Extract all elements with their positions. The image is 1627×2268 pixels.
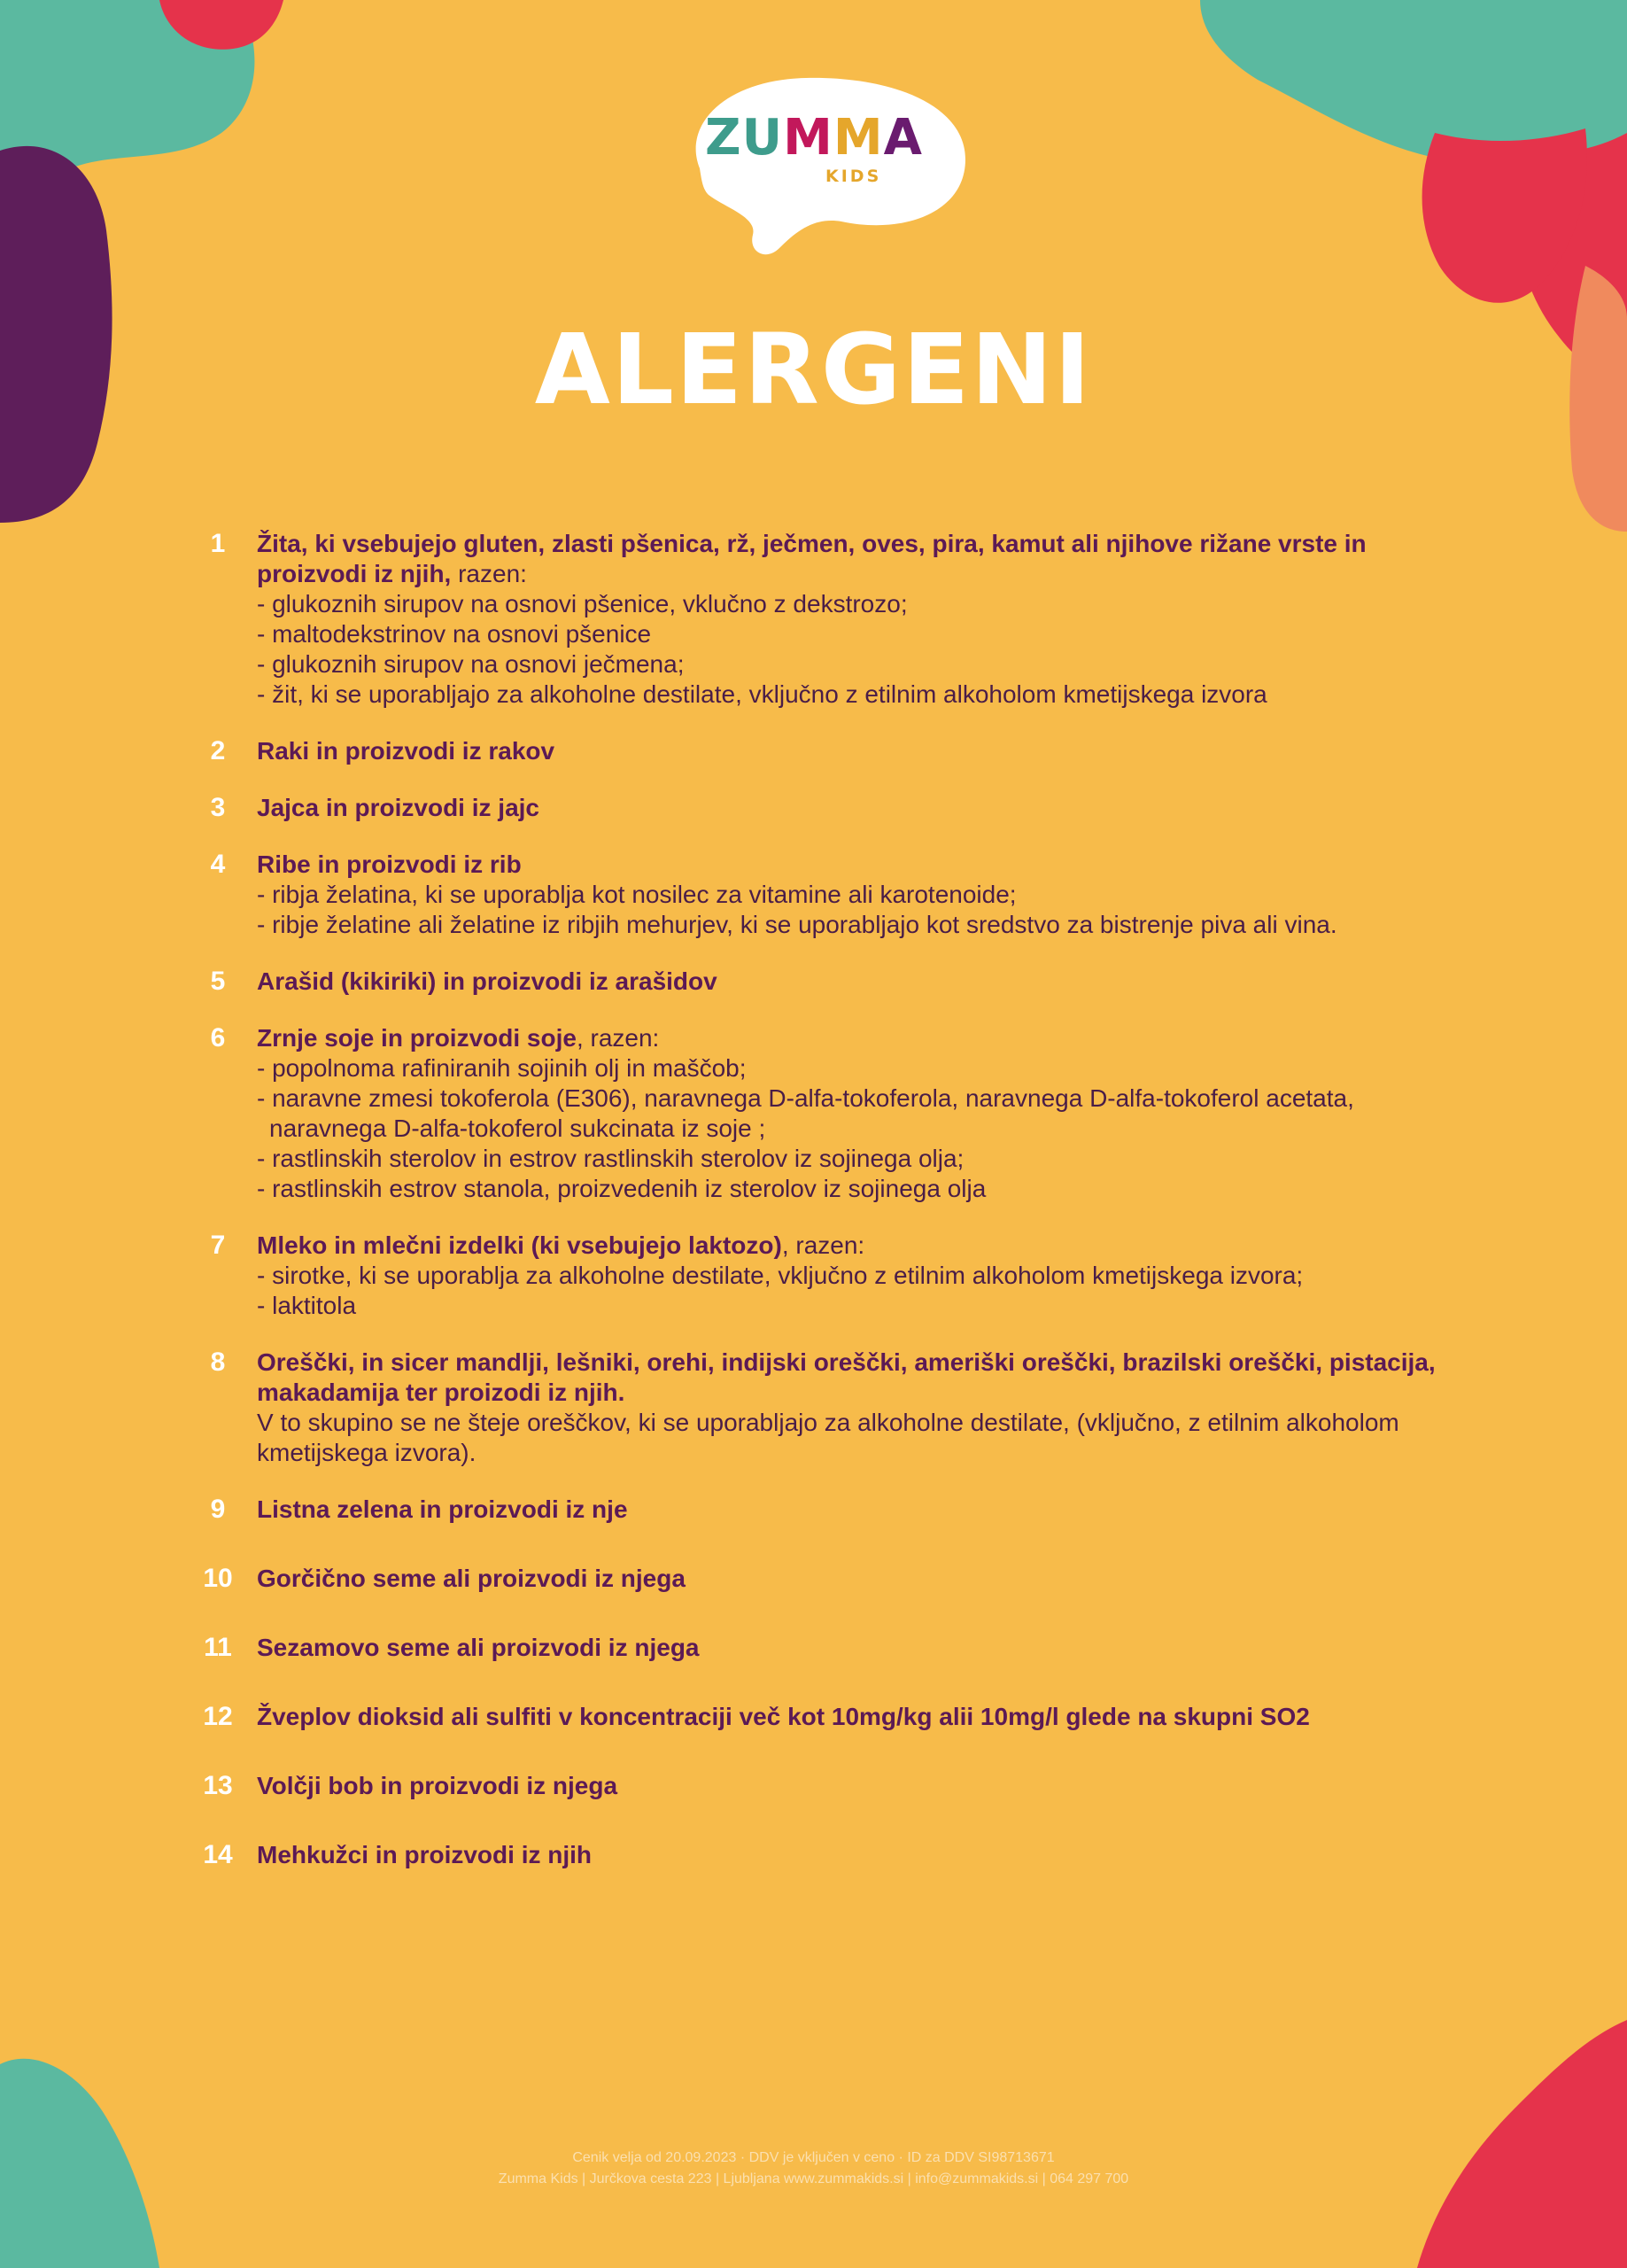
- allergen-title: Jajca in proizvodi iz jajc: [257, 794, 539, 821]
- allergen-item: [195, 1231, 1470, 1321]
- allergen-item: [195, 736, 1470, 766]
- logo-letter: Z: [705, 109, 742, 167]
- allergen-title: Mleko in mlečni izdelki (ki vsebujejo laktozo): [257, 1231, 782, 1259]
- allergen-item: [195, 1633, 1470, 1663]
- zumma-kids-logo: [673, 71, 974, 257]
- footer-pricing-note: Cenik velja od 20.09.2023 · DDV je vključen v ceno · ID za DDV SI98713671: [572, 2150, 1055, 2165]
- allergen-number: 4: [210, 850, 226, 879]
- allergen-detail-line: - rastlinskih estrov stanola, proizvedenih iz sterolov iz sojinega olja: [257, 1175, 987, 1202]
- allergen-item: [195, 850, 1470, 940]
- allergen-item: [195, 1348, 1470, 1468]
- logo-letter: M: [833, 109, 884, 167]
- allergen-item: [195, 967, 1470, 997]
- allergen-detail-line: - ribja želatina, ki se uporablja kot nosilec za vitamine ali karotenoide;: [257, 881, 1017, 908]
- allergen-detail-line: - laktitola: [257, 1292, 357, 1319]
- allergen-number: 11: [204, 1633, 232, 1662]
- footer-contact-info: Zumma Kids | Jurčkova cesta 223 | Ljubljana www.zummakids.si | info@zummakids.si | 064 297 700: [498, 2171, 1129, 2186]
- allergen-number: 5: [210, 967, 226, 996]
- allergen-detail-line: naravnega D-alfa-tokoferol sukcinata iz soje ;: [269, 1115, 766, 1142]
- allergen-title: Žveplov dioksid ali sulfiti v koncentraciji več kot 10mg/kg alii 10mg/l glede na skupni SO2: [257, 1703, 1310, 1730]
- allergen-title: Mehkužci in proizvodi iz njih: [257, 1841, 593, 1868]
- allergen-title: Arašid (kikiriki) in proizvodi iz arašidov: [257, 967, 717, 995]
- allergen-number: 10: [203, 1564, 233, 1593]
- allergen-item: [195, 1495, 1470, 1525]
- allergen-number: 14: [203, 1840, 233, 1869]
- allergen-suffix: , razen:: [781, 1231, 865, 1259]
- logo-letter: A: [883, 109, 923, 167]
- allergen-suffix: , razen:: [576, 1024, 660, 1052]
- allergen-item: [195, 793, 1470, 823]
- allergen-detail-line: - popolnoma rafiniranih sojinih olj in maščob;: [257, 1054, 747, 1082]
- allergen-number: 9: [210, 1495, 226, 1524]
- logo-letter: M: [783, 109, 833, 167]
- allergen-detail-line: - ribje želatine ali želatine iz ribjih mehurjev, ki se uporabljajo kot sredstvo za bistrenje piva ali vina.: [257, 911, 1337, 938]
- allergen-title: Zrnje soje in proizvodi soje: [257, 1024, 577, 1052]
- allergen-title: Žita, ki vsebujejo gluten, zlasti pšenica, rž, ječmen, oves, pira, kamut ali njihove rižane vrste in proizvodi iz njih,: [257, 530, 1367, 587]
- allergen-number: 13: [203, 1771, 233, 1800]
- page-title: ALERGENI: [534, 313, 1093, 426]
- allergen-number: 8: [210, 1348, 226, 1377]
- allergen-title: Sezamovo seme ali proizvodi iz njega: [257, 1634, 700, 1661]
- allergen-item: [195, 1771, 1470, 1801]
- allergen-number: 6: [210, 1023, 226, 1052]
- allergen-title: Oreščki, in sicer mandlji, lešniki, orehi, indijski oreščki, ameriški oreščki, brazilski oreščki, pistacija, makadamija ter proizodi iz njih.: [257, 1348, 1436, 1406]
- allergen-suffix: razen:: [451, 560, 527, 587]
- allergen-title: Listna zelena in proizvodi iz nje: [257, 1495, 628, 1523]
- allergen-detail-line: - žit, ki se uporabljajo za alkoholne destilate, vključno z etilnim alkoholom kmetijskega izvora: [257, 680, 1267, 708]
- allergen-item: [195, 1702, 1470, 1732]
- allergen-number: 1: [210, 529, 226, 558]
- allergen-detail-line: - rastlinskih sterolov in estrov rastlinskih sterolov iz sojinega olja;: [257, 1145, 965, 1172]
- allergen-item: [195, 1564, 1470, 1594]
- logo-letter: U: [741, 109, 784, 167]
- logo-wordmark: [705, 109, 923, 167]
- allergen-item: [195, 1840, 1470, 1870]
- allergen-detail-line: - maltodekstrinov na osnovi pšenice: [257, 620, 652, 648]
- allergen-item: [195, 1023, 1470, 1204]
- allergen-number: 12: [203, 1702, 233, 1731]
- allergen-detail-line: - naravne zmesi tokoferola (E306), naravnega D-alfa-tokoferola, naravnega D-alfa-tokoferol acetata,: [257, 1084, 1354, 1112]
- allergen-title: Ribe in proizvodi iz rib: [257, 850, 522, 878]
- allergen-list: [195, 529, 1470, 1909]
- logo-subtitle: KIDS: [825, 167, 882, 186]
- allergen-detail-line: - sirotke, ki se uporablja za alkoholne destilate, vključno z etilnim alkoholom kmetijskega izvora;: [257, 1262, 1304, 1289]
- allergen-detail-line: V to skupino se ne šteje oreščkov, ki se uporabljajo za alkoholne destilate, (vključno, z etilnim alkoholom kmetijskega izvora).: [257, 1409, 1399, 1466]
- allergen-detail-line: - glukoznih sirupov na osnovi ječmena;: [257, 650, 685, 678]
- allergen-number: 2: [210, 736, 226, 765]
- allergen-item: [195, 529, 1470, 710]
- allergen-detail-line: - glukoznih sirupov na osnovi pšenice, vklučno z dekstrozo;: [257, 590, 908, 617]
- allergen-title: Volčji bob in proizvodi iz njega: [257, 1772, 618, 1799]
- allergen-number: 7: [210, 1231, 226, 1260]
- allergen-title: Raki in proizvodi iz rakov: [257, 737, 555, 765]
- page-footer: [0, 2148, 1627, 2190]
- allergen-number: 3: [210, 793, 226, 822]
- allergen-title: Gorčično seme ali proizvodi iz njega: [257, 1565, 686, 1592]
